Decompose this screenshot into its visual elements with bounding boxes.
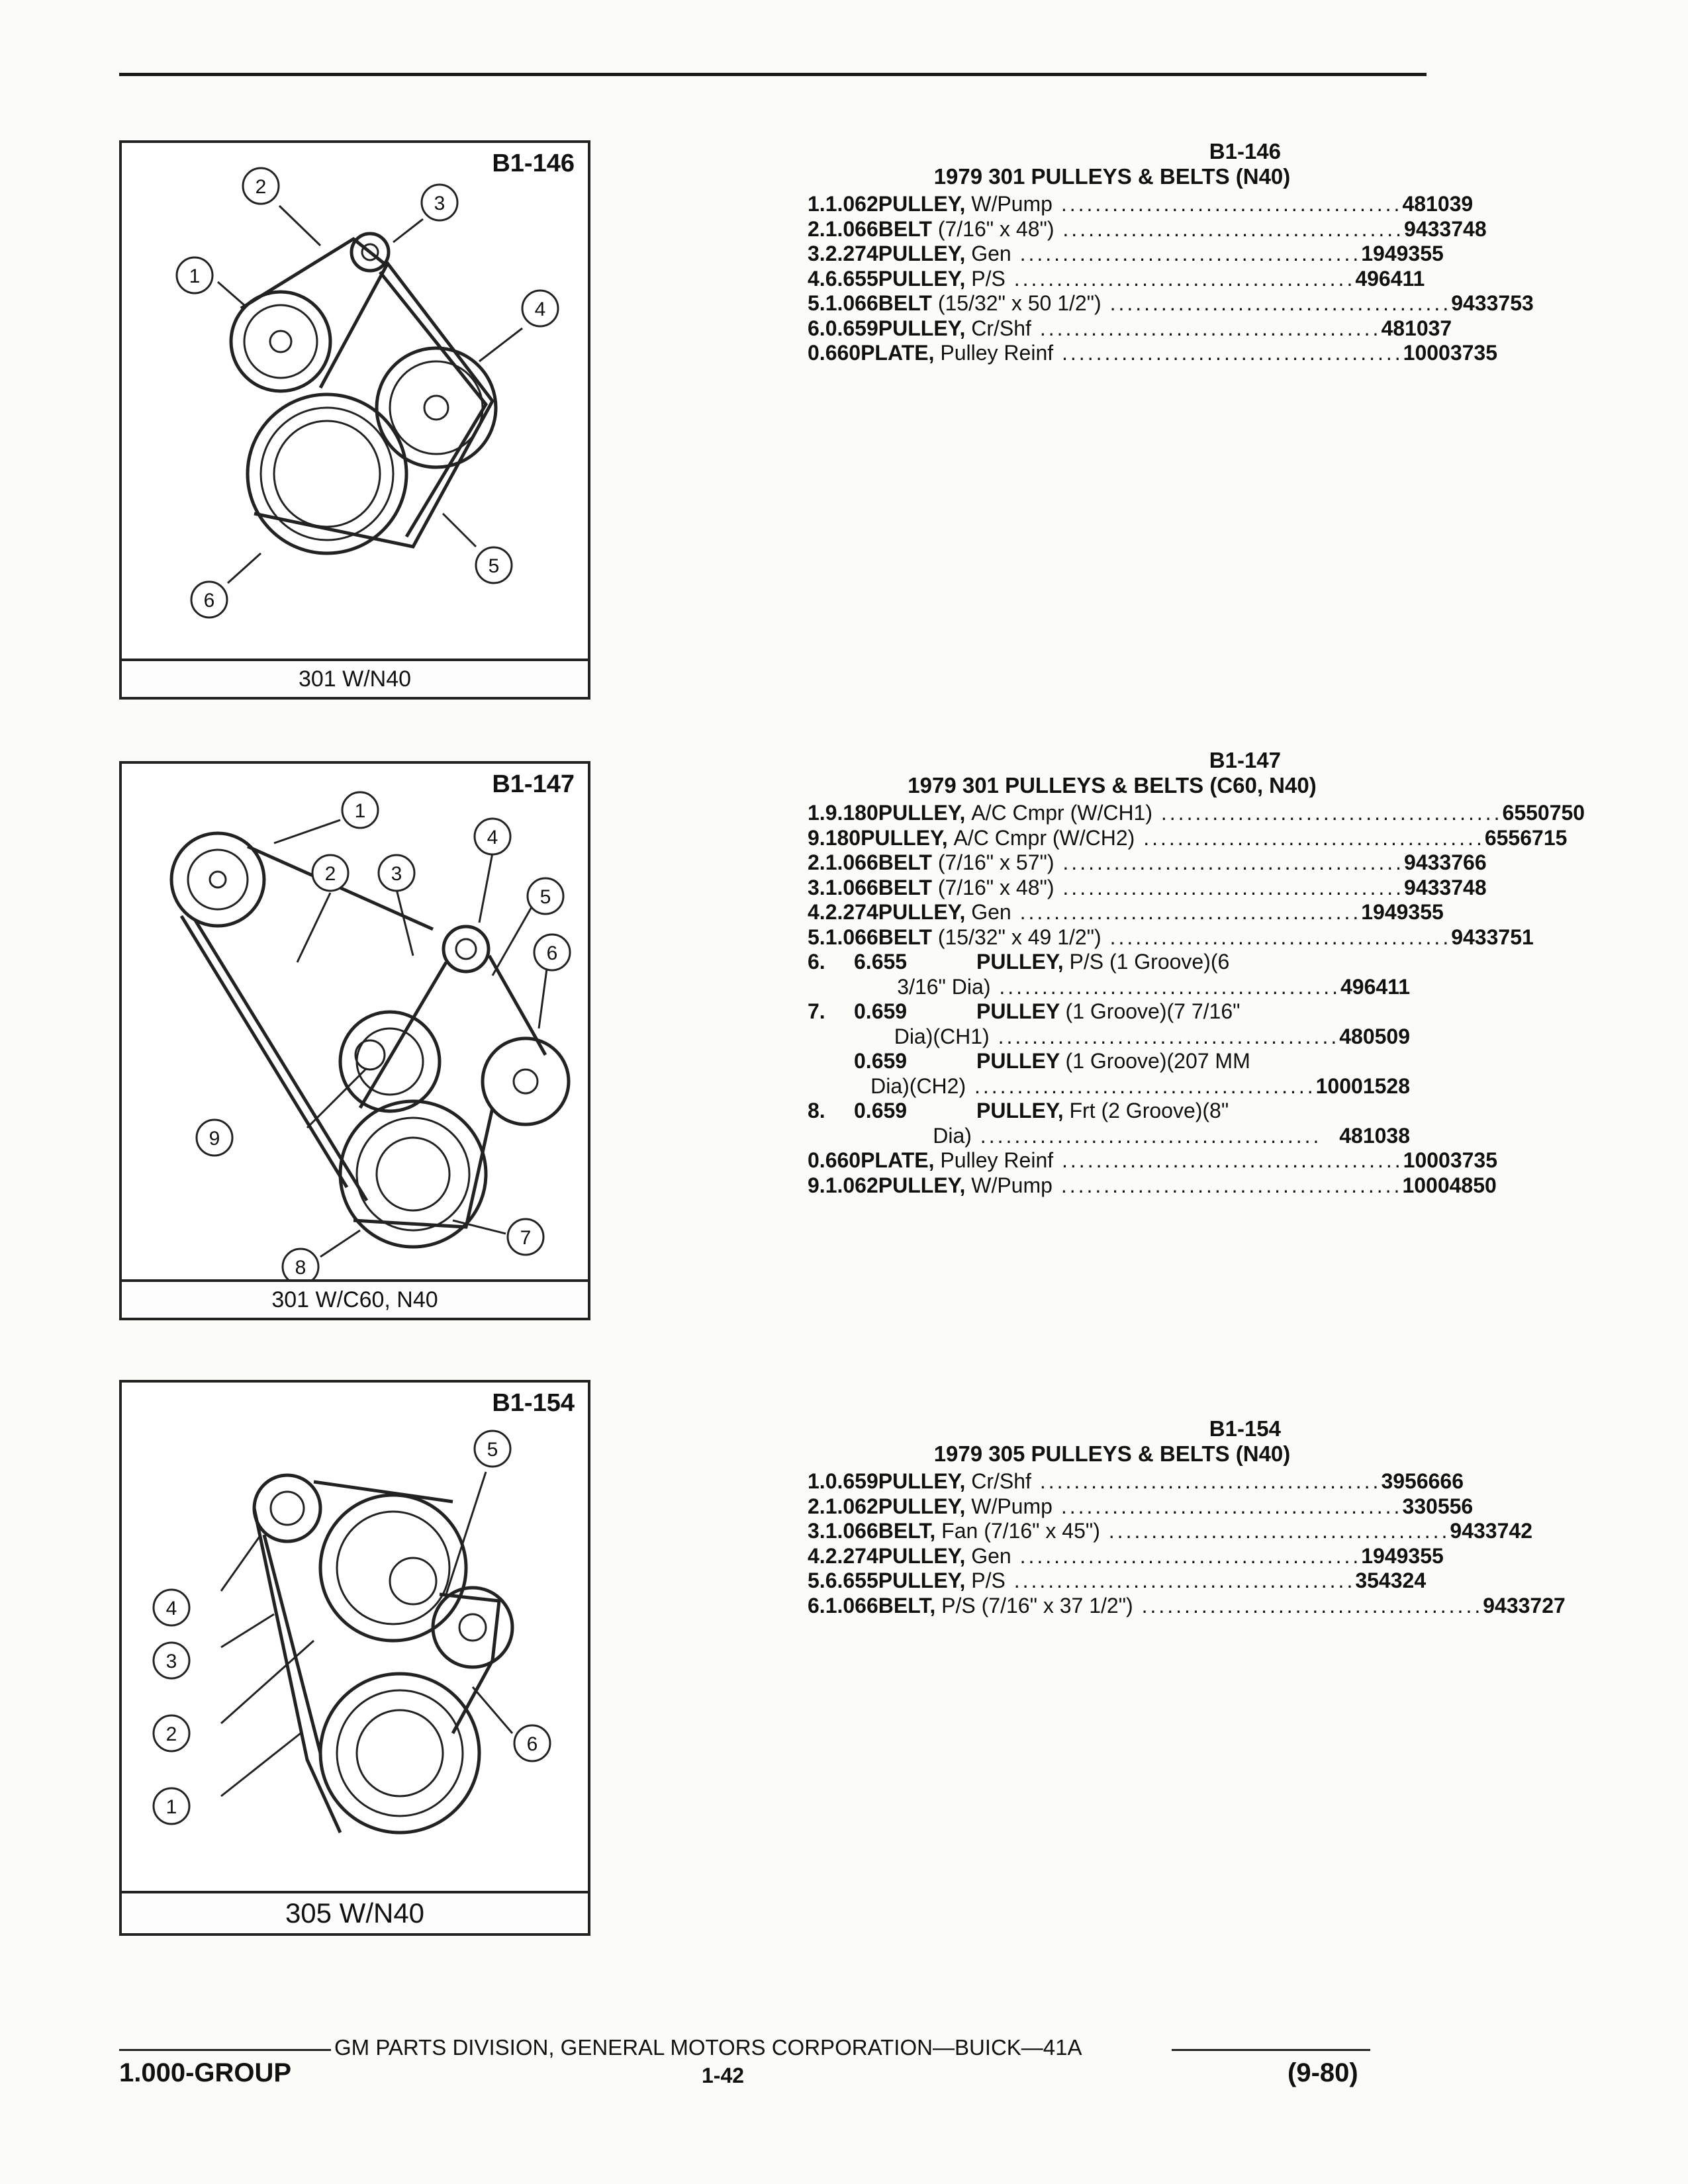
leader-dots: ........................................ [1005,266,1356,291]
item-number: 4. [808,900,825,924]
callout-1: 1 [354,800,366,822]
part-number: 10003735 [1403,1148,1498,1172]
part-keyword: BELT [878,875,932,899]
item-number [794,826,808,851]
leader-dots: ........................................ [1135,825,1485,850]
part-number: 10004850 [1402,1173,1497,1197]
part-description [878,1519,1450,1544]
part-description [878,217,1404,242]
part-description [976,999,1291,1024]
part-description [878,1469,1382,1494]
parts-row [794,825,1568,851]
section-title: 1979 305 PULLEYS & BELTS (N40) [933,1441,1291,1466]
part-number: 496411 [1355,266,1425,291]
parts-row [794,925,1534,950]
item-number: 6. [808,950,825,974]
parts-row [794,950,1430,975]
part-number: 9433766 [1404,850,1487,874]
part-detail: Dia)(CH1) [894,1024,990,1048]
figure-b1-146 [119,140,590,700]
group-code [842,1124,933,1149]
figure-id: B1-154 [488,1389,579,1418]
part-number: 9433751 [1451,925,1534,949]
group-code: 1.066 [825,291,878,315]
part-number: 481037 [1381,316,1452,340]
part-keyword: PULLEY, [878,1569,966,1592]
item-number: 7. [808,999,825,1023]
part-keyword: PULLEY, [878,266,966,291]
item-number: 3. [808,1519,825,1543]
part-number: 1949355 [1361,1543,1444,1568]
parts-row [794,1049,1430,1074]
part-number: 6550750 [1502,801,1585,825]
footer-rule-left [119,2049,331,2051]
part-description [878,801,1503,826]
part-keyword: PULLEY, [976,1099,1064,1122]
section-title: 1979 301 PULLEYS & BELTS (N40) [933,164,1291,189]
group-code [831,1024,894,1050]
group-code: 6.655 [825,1569,878,1592]
group-code: 0.659 [825,1469,878,1493]
part-detail: Gen [971,242,1011,265]
item-number: 2. [808,216,825,241]
item-number: 6. [808,316,825,340]
item-number [794,1124,842,1149]
parts-row [794,875,1487,901]
part-number: 10001528 [1315,1073,1410,1098]
part-keyword: PULLEY, [861,825,948,850]
item-number: 4. [808,1543,825,1568]
group-code: 1.066 [825,850,878,874]
item-number: 4. [808,266,825,291]
callout-1: 1 [165,1796,177,1818]
parts-row [794,1024,1430,1050]
group-code: 0.659 [854,1049,908,1073]
part-keyword: BELT, [878,1519,936,1543]
parts-row [794,1173,1497,1199]
leader-dots: ........................................ [1054,850,1405,874]
part-number: 9433748 [1404,216,1487,241]
group-code: 2.274 [825,900,878,924]
item-number: 8. [808,1099,825,1122]
leader-dots: ........................................ [1133,1593,1483,1617]
part-detail: Gen [971,1543,1011,1568]
part-keyword: PULLEY, [878,1469,966,1493]
part-detail: (7/16" x 57") [937,850,1055,874]
group-code: 2.274 [825,1543,878,1568]
callout-4: 4 [165,1598,177,1619]
item-number: 1. [808,1469,825,1493]
part-keyword: PULLEY, [878,316,966,340]
item-number: 1. [808,192,825,216]
part-description [861,341,1403,366]
part-detail: W/Pump [971,192,1053,216]
part-keyword: PULLEY [976,999,1060,1023]
leader-dots: ........................................ [1053,1148,1403,1172]
item-number: 5. [808,925,825,949]
part-keyword: PULLEY, [878,242,966,265]
item-number: 6. [808,1593,825,1617]
leader-dots: ........................................ [1054,875,1405,899]
item-number [794,1049,854,1074]
part-detail: (1 Groove)(207 MM [1065,1049,1250,1073]
parts-row [794,216,1487,242]
figure-id: B1-147 [488,770,579,799]
callout-5: 5 [488,555,500,577]
leader-dots: ........................................ [1031,316,1382,340]
callout-2: 2 [324,863,336,885]
callout-8: 8 [295,1257,306,1279]
item-number [794,1148,808,1173]
callout-3: 3 [165,1651,177,1672]
item-number: 2. [808,850,825,874]
parts-row [794,1519,1532,1544]
part-description [976,1049,1291,1074]
group-code: 0.659 [825,316,878,340]
parts-row [794,1543,1444,1569]
group-code: 9.180 [808,825,861,850]
footer-division: GM PARTS DIVISION, GENERAL MOTORS CORPORATION—BUICK—41A [334,2035,1082,2060]
pulley-diagram-b1-147 [122,764,588,1280]
callout-5: 5 [539,886,551,908]
part-detail: Cr/Shf [971,316,1031,340]
part-number: 9433742 [1450,1519,1532,1543]
parts-row [794,316,1452,341]
part-number: 480509 [1339,1024,1410,1048]
part-description [878,242,1361,267]
parts-row [794,801,1585,826]
leader-dots: ........................................ [1052,1494,1403,1518]
parts-row [794,291,1534,316]
part-keyword: PULLEY, [878,192,966,216]
item-number [794,975,832,1000]
part-number [1291,950,1430,975]
item-number: 3. [808,242,825,265]
callout-6: 6 [203,590,215,612]
part-description [878,900,1361,925]
part-detail: P/S (7/16" x 37 1/2") [941,1593,1133,1617]
group-code: 1.066 [825,216,878,241]
leader-dots: ........................................ [971,1123,1322,1148]
parts-row [794,1074,1430,1099]
part-keyword: BELT, [878,1593,936,1617]
leader-dots: ........................................ [1011,242,1362,265]
part-detail: Dia) [933,1123,972,1148]
part-detail: Fan (7/16" x 45") [941,1519,1100,1543]
part-keyword: BELT [878,850,932,874]
parts-row [794,1099,1430,1124]
top-rule [119,73,1427,76]
callout-3: 3 [434,193,445,214]
leader-dots: ........................................ [1011,1543,1362,1568]
callout-4: 4 [487,827,498,848]
part-description [861,826,1485,851]
leader-dots: ........................................ [1052,1173,1403,1197]
part-description [878,1173,1403,1199]
group-code: 0.659 [854,1099,908,1122]
figure-caption: 301 W/C60, N40 [122,1279,588,1318]
pulley-diagram-b1-146 [122,143,588,659]
item-number: 5. [808,291,825,315]
section-id: B1-147 [1209,748,1281,772]
group-code: 1.066 [825,1519,878,1543]
parts-row [794,999,1430,1024]
figure-b1-154 [119,1380,590,1936]
parts-row [794,1593,1566,1619]
part-detail: A/C Cmpr (W/CH2) [953,825,1135,850]
pulley-diagram-b1-154 [122,1383,588,1892]
item-number: 2. [808,1494,825,1518]
part-keyword: PULLEY, [878,1494,966,1518]
item-number [794,1024,831,1050]
section-title: 1979 301 PULLEYS & BELTS (C60, N40) [908,773,1317,797]
leader-dots: ........................................ [1101,291,1452,315]
part-description [894,1024,1340,1050]
part-keyword: PULLEY, [976,950,1064,974]
footer-date: (9-80) [1288,2058,1358,2087]
footer-group: 1.000-GROUP [119,2058,292,2087]
part-description [878,1594,1483,1619]
parts-row [794,975,1430,1000]
part-detail: P/S [971,1569,1006,1592]
part-description [976,950,1291,975]
part-detail: (1 Groove)(7 7/16" [1065,999,1241,1023]
part-description [878,876,1404,901]
group-code: 1.066 [825,925,878,949]
leader-dots: ........................................ [1031,1469,1382,1493]
leader-dots: ........................................ [1005,1569,1356,1592]
part-keyword: PLATE, [861,1148,935,1172]
figure-caption: 305 W/N40 [122,1891,588,1933]
group-code: 1.062 [825,1494,878,1518]
part-detail: Cr/Shf [971,1469,1031,1493]
group-code [825,1074,870,1099]
part-keyword: PULLEY, [878,801,966,825]
figure-caption: 301 W/N40 [122,659,588,697]
leader-dots: ........................................ [1152,801,1503,825]
part-keyword: BELT [878,291,932,315]
part-number: 481038 [1339,1123,1410,1148]
leader-dots: ........................................ [990,974,1340,999]
parts-row [794,192,1474,217]
part-keyword: PLATE, [861,341,935,365]
section-id: B1-154 [1209,1416,1281,1441]
part-description [878,1544,1361,1569]
part-description [878,192,1403,217]
callout-2: 2 [165,1723,177,1745]
group-code: 9.180 [825,801,878,825]
group-code: 0.660 [808,341,861,365]
part-number: 496411 [1340,974,1410,999]
part-detail: Gen [971,900,1011,924]
leader-dots: ........................................ [1052,192,1403,216]
part-detail: P/S (1 Groove)(6 [1069,950,1230,974]
part-description [878,316,1382,341]
leader-dots: ........................................ [1011,900,1362,924]
item-number: 3. [808,875,825,899]
part-description [976,1099,1291,1124]
part-keyword: PULLEY, [878,1543,966,1568]
part-detail: W/Pump [971,1173,1053,1197]
parts-row [794,341,1498,366]
part-detail: (15/32" x 49 1/2") [937,925,1102,949]
part-detail: 3/16" Dia) [897,974,991,999]
group-code: 0.660 [808,1148,861,1172]
callout-9: 9 [209,1128,220,1150]
part-number: 10003735 [1403,341,1498,365]
parts-section-b1-146 [794,139,1534,366]
part-detail: Dia)(CH2) [870,1073,966,1098]
item-number: 1. [808,801,825,825]
part-number: 9433748 [1404,875,1487,899]
callout-4: 4 [534,298,546,320]
part-number [1291,1099,1430,1124]
group-code: 1.062 [825,1173,878,1197]
leader-dots: ........................................ [989,1024,1340,1048]
part-description [861,1148,1403,1173]
part-number: 1949355 [1361,900,1444,924]
part-description [878,850,1404,876]
callout-3: 3 [391,863,402,885]
leader-dots: ........................................ [1053,341,1403,365]
figure-id: B1-146 [488,150,579,178]
footer-page: 1-42 [702,2064,745,2087]
part-keyword: PULLEY, [878,1173,966,1197]
part-detail: (7/16" x 48") [937,216,1055,241]
part-keyword: PULLEY [976,1049,1060,1073]
leader-dots: ........................................ [1054,216,1405,241]
item-number [794,341,808,366]
part-detail: P/S [971,266,1006,291]
group-code: 2.274 [825,242,878,265]
part-number [1291,1049,1430,1074]
figure-b1-147 [119,761,590,1320]
group-code: 1.066 [825,875,878,899]
part-detail: (15/32" x 50 1/2") [937,291,1102,315]
part-number: 9433727 [1483,1593,1566,1617]
parts-row [794,900,1444,925]
leader-dots: ........................................ [1100,1519,1450,1543]
item-number: 5. [808,1569,825,1592]
item-number [794,1074,825,1099]
callout-7: 7 [520,1227,532,1249]
callout-2: 2 [255,176,267,198]
part-description [878,925,1451,950]
part-detail: Pulley Reinf [940,341,1054,365]
parts-row [794,1124,1430,1149]
part-number [1291,999,1430,1024]
callout-6: 6 [526,1733,538,1755]
group-code: 0.659 [854,999,908,1023]
part-keyword: PULLEY, [878,900,966,924]
section-id: B1-146 [1209,139,1281,163]
part-keyword: BELT [878,216,932,241]
group-code: 6.655 [825,266,878,291]
parts-row [794,242,1444,267]
part-number: 3956666 [1381,1469,1464,1493]
part-number: 1949355 [1361,242,1444,265]
part-description [878,267,1356,292]
callout-6: 6 [546,942,558,964]
part-number: 481039 [1402,192,1474,216]
part-description [878,1569,1356,1594]
parts-section-b1-147 [794,748,1585,1198]
callout-5: 5 [487,1439,498,1461]
callout-1: 1 [189,265,201,287]
part-description [878,291,1451,316]
group-code: 1.066 [825,1593,878,1617]
part-description [897,975,1340,1000]
part-description [878,1494,1403,1520]
parts-row [794,267,1430,292]
parts-row [794,1469,1464,1494]
group-code: 1.062 [825,192,878,216]
parts-row [794,1148,1498,1173]
part-keyword: BELT [878,925,932,949]
part-number: 9433753 [1451,291,1534,315]
parts-row [794,1569,1430,1594]
part-number: 330556 [1402,1494,1474,1518]
leader-dots: ........................................ [966,1073,1316,1098]
part-detail: (7/16" x 48") [937,875,1055,899]
footer-rule-right [1172,2049,1370,2051]
part-detail: Pulley Reinf [940,1148,1054,1172]
part-description [870,1074,1316,1099]
part-number: 6556715 [1484,825,1568,850]
part-description [933,1124,1321,1149]
parts-section-b1-154 [794,1416,1566,1618]
group-code [832,975,897,1000]
part-detail: A/C Cmpr (W/CH1) [971,801,1152,825]
part-number: 354324 [1355,1569,1427,1592]
leader-dots: ........................................ [1101,925,1452,949]
parts-row [794,850,1487,876]
parts-row [794,1494,1474,1520]
group-code: 6.655 [854,950,908,974]
item-number: 9. [808,1173,825,1197]
part-detail: W/Pump [971,1494,1053,1518]
part-detail: Frt (2 Groove)(8" [1069,1099,1229,1122]
